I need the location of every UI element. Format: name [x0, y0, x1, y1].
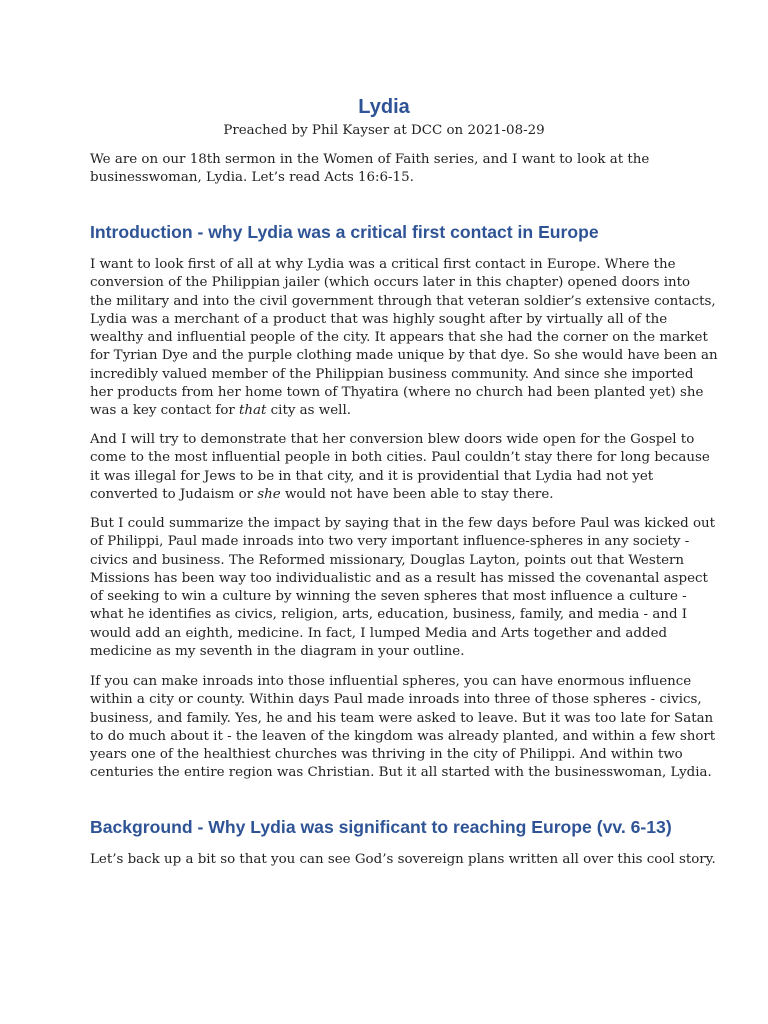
text-line: And I will try to demonstrate that her conversion blew doors wide open for the Gospel to: [90, 432, 695, 447]
text-line: business, and family. Yes, he and his team were asked to leave. But it was too late for Satan: [90, 710, 714, 726]
text-line: medicine as my seventh in the diagram in your outline.: [90, 644, 465, 660]
text-line: her products from her home town of Thyatira (where no church had been planted yet) she: [90, 385, 704, 401]
text-line: But I could summarize the impact by saying that in the few days before Paul was kicked out: [90, 516, 716, 531]
text-line: [90, 402, 690, 420]
text-line: I want to look first of all at why Lydia was a critical first contact in Europe. Where the: [90, 257, 676, 272]
text-line: wealthy and influential people of the city. It appears that she had the corner on the market: [90, 330, 708, 346]
paragraph-4: [90, 673, 716, 783]
emphasis-text: she: [257, 486, 281, 502]
text-line: years one of the healthiest churches was thriving in the city of Philippi. And within two: [90, 747, 683, 763]
paragraph-2: [90, 431, 710, 504]
document-title: Lydia: [358, 96, 410, 118]
text-line: the military and into the civil government through that veteran soldier’s extensive contacts,: [90, 293, 716, 309]
text-line: to do much about it - the leaven of the kingdom was already planted, and within a few short: [90, 728, 716, 744]
text-line: businesswoman, Lydia. Let’s read Acts 16:6-15.: [90, 170, 414, 186]
text-line: Lydia was a merchant of a product that was highly sought after by virtually all of the: [90, 311, 668, 327]
text-run: converted to Judaism or: [90, 486, 258, 502]
emphasis-text: that: [239, 403, 267, 419]
text-line: [90, 486, 690, 504]
paragraph-1: [90, 256, 718, 421]
text-run: was a key contact for: [90, 403, 240, 419]
document-byline: Preached by Phil Kayser at DCC on 2021-08-29: [223, 123, 545, 138]
text-line: We are on our 18th sermon in the Women of Faith series, and I want to look at the: [90, 152, 650, 167]
text-line: of seeking to win a culture by winning the seven spheres that most influence a culture -: [90, 589, 687, 605]
text-line: would add an eighth, medicine. In fact, I lumped Media and Arts together and added: [90, 625, 668, 641]
text-line: conversion of the Philippian jailer (which occurs later in this chapter) opened doors into: [90, 275, 691, 291]
text-line: come to the most influential people in both cities. Paul couldn’t stay there for long because: [90, 450, 710, 466]
text-line: If you can make inroads into those influential spheres, you can have enormous influence: [90, 674, 692, 689]
text-line: incredibly valued member of the Philippian business community. And since she imported: [90, 366, 694, 382]
paragraph-5: [90, 851, 716, 869]
section-heading-background: Background - Why Lydia was significant to reaching Europe (vv. 6-13): [90, 817, 672, 837]
text-run: would not have been able to stay there.: [280, 486, 554, 502]
text-line: civics and business. The Reformed missionary, Douglas Layton, points out that Western: [90, 552, 685, 568]
text-run: city as well.: [266, 403, 351, 419]
text-line: within a city or county. Within days Paul made inroads into three of those spheres - civics,: [90, 692, 702, 708]
text-line: of Philippi, Paul made inroads into two very important influence-spheres in any society -: [90, 534, 690, 550]
text-line: Missions has been way too individualistic and as a result has missed the covenantal aspect: [90, 570, 708, 586]
text-line: for Tyrian Dye and the purple clothing made unique by that dye. So she would have been an: [90, 348, 718, 364]
text-line: centuries the entire region was Christian. But it all started with the businesswoman, Lydia.: [90, 765, 712, 781]
text-line: Let’s back up a bit so that you can see God’s sovereign plans written all over this cool story.: [90, 852, 716, 867]
intro-paragraph: [90, 151, 690, 188]
paragraph-3: [90, 515, 716, 661]
section-heading-introduction: Introduction - why Lydia was a critical first contact in Europe: [90, 222, 599, 242]
text-line: it was illegal for Jews to be in that city, and it is providential that Lydia had not yet: [90, 468, 654, 484]
text-line: what he identifies as civics, religion, arts, education, business, family, and media - and I: [90, 607, 688, 623]
